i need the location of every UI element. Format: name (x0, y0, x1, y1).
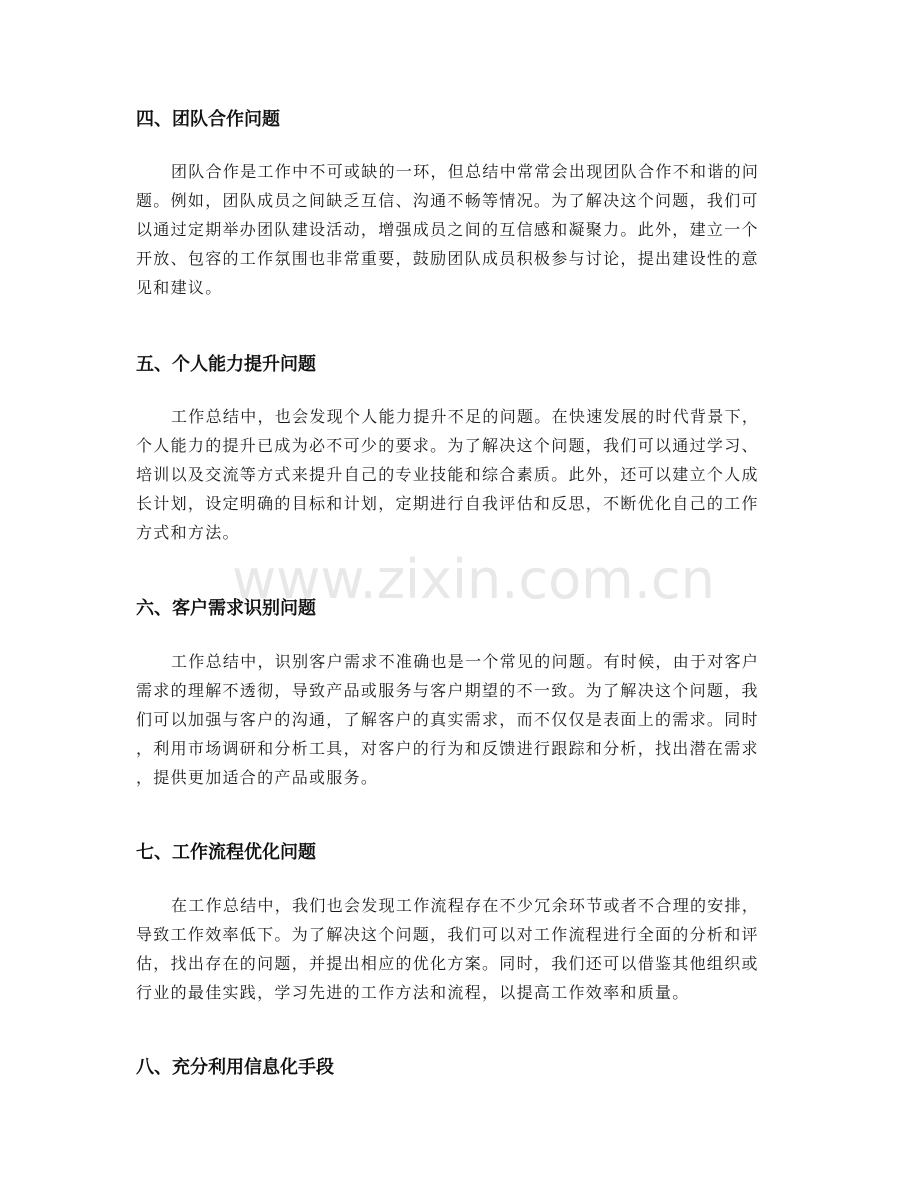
paragraph-line: 长计划，设定明确的目标和计划，定期进行自我评估和反思，不断优化自己的工作 (136, 494, 759, 513)
paragraph-line: 需求的理解不透彻，导致产品或服务与客户期望的不一致。为了解决这个问题，我 (136, 681, 759, 700)
paragraph-line: 工作总结中，识别客户需求不准确也是一个常见的问题。有时候，由于对客户 (171, 652, 760, 671)
paragraph-line: 导致工作效率低下。为了解决这个问题，我们可以对工作流程进行全面的分析和评 (136, 925, 759, 944)
paragraph-line: 开放、包容的工作氛围也非常重要，鼓励团队成员积极参与讨论，提出建设性的意 (136, 249, 759, 268)
paragraph-line: ，提供更加适合的产品或服务。 (136, 768, 379, 787)
watermark-text: www.zixin.com.cn (232, 548, 715, 611)
paragraph-line: 题。例如，团队成员之间缺乏互信、沟通不畅等情况。为了解决这个问题，我们可 (136, 191, 759, 210)
section-heading-5: 五、个人能力提升问题 (136, 354, 316, 375)
paragraph-line: 见和建议。 (136, 278, 223, 297)
section-heading-6: 六、客户需求识别问题 (136, 598, 316, 619)
paragraph-line: 在工作总结中，我们也会发现工作流程存在不少冗余环节或者不合理的安排， (171, 896, 760, 915)
section-heading-7: 七、工作流程优化问题 (136, 842, 316, 863)
paragraph-line: 方式和方法。 (136, 523, 240, 542)
paragraph-line: 工作总结中，也会发现个人能力提升不足的问题。在快速发展的时代背景下， (171, 407, 760, 426)
section-paragraph-6 (136, 647, 786, 792)
paragraph-line: 以通过定期举办团队建设活动，增强成员之间的互信感和凝聚力。此外，建立一个 (136, 220, 759, 239)
section-heading-4: 四、团队合作问题 (136, 109, 280, 130)
paragraph-line: 个人能力的提升已成为必不可少的要求。为了解决这个问题，我们可以通过学习、 (136, 436, 759, 455)
section-paragraph-7 (136, 891, 786, 1007)
paragraph-line: 行业的最佳实践，学习先进的工作方法和流程，以提高工作效率和质量。 (136, 983, 690, 1002)
paragraph-line: 团队合作是工作中不可或缺的一环，但总结中常常会出现团队合作不和谐的问 (171, 162, 760, 181)
section-paragraph-4 (136, 157, 786, 302)
paragraph-line: ，利用市场调研和分析工具，对客户的行为和反馈进行跟踪和分析，找出潜在需求 (136, 739, 759, 758)
section-heading-8: 八、充分利用信息化手段 (136, 1057, 334, 1078)
paragraph-line: 培训以及交流等方式来提升自己的专业技能和综合素质。此外，还可以建立个人成 (136, 465, 759, 484)
paragraph-line: 估，找出存在的问题，并提出相应的优化方案。同时，我们还可以借鉴其他组织或 (136, 954, 759, 973)
paragraph-line: 们可以加强与客户的沟通，了解客户的真实需求，而不仅仅是表面上的需求。同时 (136, 710, 759, 729)
section-paragraph-5 (136, 402, 786, 547)
